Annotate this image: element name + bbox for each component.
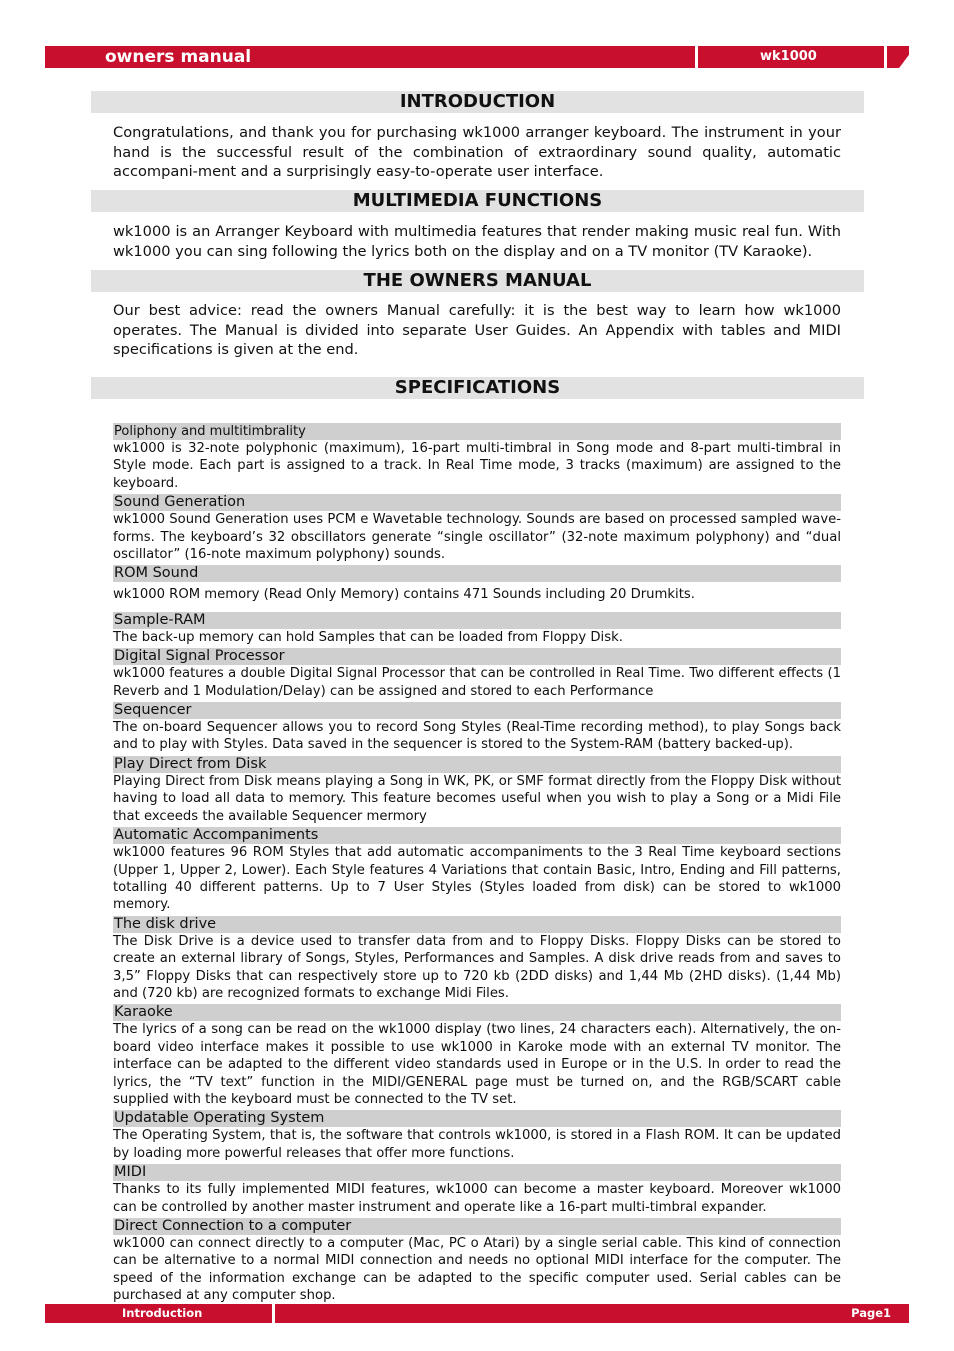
spec-title: MIDI — [113, 1164, 841, 1181]
owners-manual-text: Our best advice: read the owners Manual carefully: it is the best way to learn how wk1000 operates. The Manual is divided into separate User Guides. An Appendix with tables and MIDI specifications is given at the end. — [113, 302, 841, 359]
spec-title: ROM Sound — [113, 565, 841, 582]
spec-title: Updatable Operating System — [113, 1110, 841, 1127]
spec-item — [113, 1110, 841, 1162]
spec-item — [113, 494, 841, 563]
section-heading-specifications: SPECIFICATIONS — [91, 377, 864, 399]
spec-item — [113, 423, 841, 492]
spec-title: Automatic Accompaniments — [113, 827, 841, 844]
spec-item — [113, 565, 841, 603]
spec-item — [113, 612, 841, 646]
spec-body: The lyrics of a song can be read on the wk1000 display (two lines, 24 characters each). Alternatively, the on-board video interface makes it possible to use wk1000 in Karoke mode with an external TV monitor. The interface can be adapted to the different video standards used in Europe or in the U.S. In order to read the lyrics, the “TV text” function in the MIDI/GENERAL page must be turned on, and the RGB/SCART cable supplied with the keyboard must be connected to the TV set. — [113, 1022, 841, 1107]
spec-body: The Operating System, that is, the software that controls wk1000, is stored in a Flash ROM. It can be updated by loading more powerful releases that offer more functions. — [113, 1128, 841, 1161]
section-heading-introduction: INTRODUCTION — [91, 91, 864, 113]
header-bar-right — [698, 46, 884, 68]
spec-body: The on-board Sequencer allows you to record Song Styles (Real-Time recording method), to play Songs back and to play with Styles. Data saved in the sequencer is stored to the System-RAM (battery backed-up). — [113, 720, 841, 753]
spec-body: wk1000 features 96 ROM Styles that add automatic accompaniments to the 3 Real Time keyboard sections (Upper 1, Upper 2, Lower). Each Style features 4 Variations that contain Basic, Intro, Ending and Fill patterns, totalling 40 different patterns. Up to 7 User Styles (Styles loaded from disk) can be stored to wk1000 memory. — [113, 845, 841, 913]
footer-section-name: Introduction — [122, 1306, 203, 1320]
spec-title: Play Direct from Disk — [113, 756, 841, 773]
spec-body: The Disk Drive is a device used to transfer data from and to Floppy Disks. Floppy Disks can be stored to create an external library of Songs, Styles, Performances and Samples. A disk drive reads from and saves to 3,5” Floppy Disks that can respectively store up to 720 kb (2DD disks) and 1,44 Mb (2HD disks). (1,44 Mb) and (720 kb) are recognized formats to exchange Midi Files. — [113, 933, 841, 1001]
spec-body: wk1000 features a double Digital Signal Processor that can be controlled in Real Time. Two different effects (1 Reverb and 1 Modulation/Delay) can be assigned and stored to each Performance — [113, 666, 841, 699]
spec-body: Thanks to its fully implemented MIDI features, wk1000 can become a master keyboard. Moreover wk1000 can be controlled by another master instrument and operate like a 16-part multi-timbral expander. — [113, 1182, 841, 1215]
spec-body: wk1000 can connect directly to a computer (Mac, PC o Atari) by a single serial cable. This kind of connection can be alternative to a normal MIDI connection and needs no optional MIDI interface for the computer. The speed of the information exchange can be adapted to the specific computer used. Serial cables can be purchased at any computer shop. — [113, 1236, 841, 1304]
section-heading-multimedia: MULTIMEDIA FUNCTIONS — [91, 190, 864, 212]
footer-bar-left — [45, 1304, 272, 1323]
spec-body: The back-up memory can hold Samples that can be loaded from Floppy Disk. — [113, 629, 623, 645]
section-heading-owners-manual: THE OWNERS MANUAL — [91, 270, 864, 292]
introduction-text: Congratulations, and thank you for purchasing wk1000 arranger keyboard. The instrument in your hand is the successful result of the combination of extraordinary sound quality, automatic accompani-ment and a surprisingly easy-to-operate user interface. — [113, 124, 841, 181]
specifications-list — [113, 421, 841, 1305]
footer-page-number: Page1 — [851, 1306, 891, 1320]
spec-title: Sound Generation — [113, 494, 841, 511]
spec-item — [113, 916, 841, 1003]
spec-item — [113, 1218, 841, 1305]
spec-item — [113, 648, 841, 700]
spec-item — [113, 756, 841, 825]
spec-item — [113, 702, 841, 754]
spec-item — [113, 1164, 841, 1216]
header-bar-left — [45, 46, 695, 68]
spec-title: Sample-RAM — [113, 612, 841, 629]
spec-body: wk1000 ROM memory (Read Only Memory) contains 471 Sounds including 20 Drumkits. — [113, 587, 695, 603]
spec-title: Sequencer — [113, 702, 841, 719]
footer-bar-right — [275, 1304, 909, 1323]
spec-item — [113, 827, 841, 914]
spec-title: Direct Connection to a computer — [113, 1218, 841, 1235]
spec-body: wk1000 is 32-note polyphonic (maximum), 16-part multi-timbral in Song mode and 8-part multi-timbral in Style mode. Each part is assigned to a track. In Real Time mode, 3 tracks (maximum) are assigned to the keyboard. — [113, 441, 841, 491]
spec-title: Digital Signal Processor — [113, 648, 841, 665]
spec-item — [113, 1004, 841, 1108]
spec-title: Poliphony and multitimbrality — [113, 423, 841, 440]
spec-body: wk1000 Sound Generation uses PCM e Wavetable technology. Sounds are based on processed sampled wave-forms. The keyboard’s 32 obscillators generate “single oscillator” (32-note maximum polyphony) and “dual oscillator” (16-note maximum polyphony) sounds. — [113, 512, 841, 563]
header-model: wk1000 — [760, 49, 817, 64]
spec-title: The disk drive — [113, 916, 841, 933]
spec-title: Karaoke — [113, 1004, 841, 1021]
header-title: owners manual — [105, 47, 252, 67]
header-corner-decoration — [887, 46, 909, 68]
spec-body: Playing Direct from Disk means playing a Song in WK, PK, or SMF format directly from the Floppy Disk without having to load all data to memory. This feature becomes useful when you wish to play a Song or a Midi File that exceeds the available Sequencer mermory — [113, 773, 841, 824]
multimedia-text: wk1000 is an Arranger Keyboard with multimedia features that render making music real fun. With wk1000 you can sing following the lyrics both on the display and on a TV monitor (TV Karaoke). — [113, 223, 841, 260]
